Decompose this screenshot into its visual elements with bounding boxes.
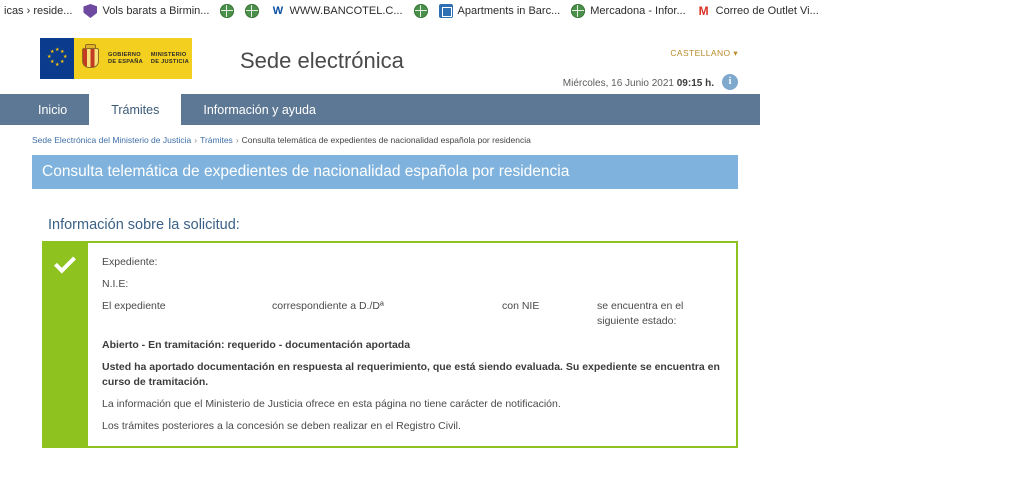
breadcrumb-separator: › bbox=[194, 135, 198, 145]
breadcrumb-link-tramites[interactable]: Trámites bbox=[200, 135, 233, 145]
nav-item-informacion-y-ayuda[interactable]: Información y ayuda bbox=[203, 102, 316, 117]
bookmark-item[interactable] bbox=[693, 0, 826, 22]
web-page bbox=[0, 22, 1023, 495]
apartments-icon bbox=[439, 4, 453, 18]
status-note-2: La información que el Ministerio de Justicia ofrece en esta página no tiene carácter de notificación. bbox=[102, 398, 561, 410]
bookmark-item[interactable] bbox=[79, 0, 216, 22]
government-logo bbox=[74, 38, 192, 79]
status-note-1: Usted ha aportado documentación en respuesta al requerimiento, que está siendo evaluada. Su expediente se encuentra en curso de tramitación. bbox=[102, 361, 720, 388]
page-title bbox=[32, 155, 738, 189]
estado-sentence-part2: correspondiente a D./Dª bbox=[272, 300, 384, 312]
language-selector[interactable]: CASTELLANO ▾ bbox=[670, 48, 738, 58]
site-title: Sede electrónica bbox=[240, 48, 404, 73]
globe-icon bbox=[245, 4, 259, 18]
nie-row bbox=[102, 277, 722, 292]
bookmark-item[interactable] bbox=[216, 0, 241, 22]
estado-sentence-part4: se encuentra en el siguiente estado: bbox=[597, 300, 684, 327]
date-text: Miércoles, 16 Junio 2021 bbox=[562, 78, 674, 89]
status-accent-column bbox=[44, 243, 88, 446]
bookmark-label: icas › reside... bbox=[4, 5, 73, 17]
coat-of-arms-icon bbox=[78, 44, 104, 74]
main-navigation bbox=[0, 94, 760, 125]
bookmark-label: Vols barats a Birmin... bbox=[102, 5, 210, 17]
globe-icon bbox=[414, 4, 428, 18]
bookmark-item[interactable] bbox=[435, 0, 568, 22]
breadcrumb-link-home[interactable]: Sede Electrónica del Ministerio de Justicia bbox=[32, 135, 192, 145]
browser-bookmarks-bar bbox=[0, 0, 1023, 22]
breadcrumb bbox=[0, 125, 760, 153]
bookmark-label: Correo de Outlet Vi... bbox=[715, 5, 819, 17]
info-icon[interactable]: i bbox=[722, 74, 738, 90]
eu-flag-icon: ★ ★ ★ ★ ★ ★ ★ ★ bbox=[40, 38, 74, 79]
expediente-label: Expediente: bbox=[102, 256, 158, 268]
estado-sentence-part1: El expediente bbox=[102, 300, 166, 312]
check-icon bbox=[54, 252, 76, 274]
page-title-text: Consulta telemática de expedientes de nacionalidad española por residencia bbox=[42, 163, 570, 180]
globe-icon bbox=[220, 4, 234, 18]
breadcrumb-current: Consulta telemática de expedientes de nacionalidad española por residencia bbox=[241, 135, 531, 145]
bookmark-item[interactable] bbox=[266, 0, 409, 22]
nav-item-tramites[interactable]: Trámites bbox=[89, 94, 181, 125]
status-note-3: Los trámites posteriores a la concesión se deben realizar en el Registro Civil. bbox=[102, 420, 461, 432]
government-label: GOBIERNO DE ESPAÑA bbox=[108, 51, 143, 65]
solicitud-info-body bbox=[88, 243, 736, 446]
bookmark-label: Apartments in Barc... bbox=[457, 5, 561, 17]
shield-icon bbox=[83, 4, 97, 18]
site-header bbox=[0, 22, 760, 94]
bookmark-label: WWW.BANCOTEL.C... bbox=[289, 5, 403, 17]
status-badge: Abierto - En tramitación: requerido - documentación aportada bbox=[102, 339, 411, 351]
brand-logo[interactable] bbox=[40, 38, 192, 79]
bookmark-item[interactable] bbox=[567, 0, 692, 22]
globe-icon bbox=[571, 4, 585, 18]
estado-sentence bbox=[102, 299, 722, 329]
expediente-row bbox=[102, 255, 722, 270]
breadcrumb-separator: › bbox=[235, 135, 239, 145]
gmail-icon: M bbox=[698, 4, 709, 18]
nav-item-inicio[interactable]: Inicio bbox=[38, 102, 68, 117]
bancotel-icon: W bbox=[270, 4, 284, 18]
estado-sentence-part3: con NIE bbox=[502, 300, 540, 312]
time-text: 09:15 h. bbox=[676, 78, 714, 89]
page-content-column bbox=[0, 22, 760, 495]
ministry-label: MINISTERIO DE JUSTICIA bbox=[150, 51, 190, 65]
solicitud-info-box bbox=[42, 241, 738, 448]
server-datetime bbox=[563, 78, 714, 89]
section-heading: Información sobre la solicitud: bbox=[48, 217, 240, 233]
nie-label: N.I.E: bbox=[102, 278, 129, 290]
bookmark-item[interactable] bbox=[410, 0, 435, 22]
bookmark-item[interactable] bbox=[0, 0, 79, 22]
bookmark-item[interactable] bbox=[241, 0, 266, 22]
bookmark-label: Mercadona - Infor... bbox=[590, 5, 686, 17]
